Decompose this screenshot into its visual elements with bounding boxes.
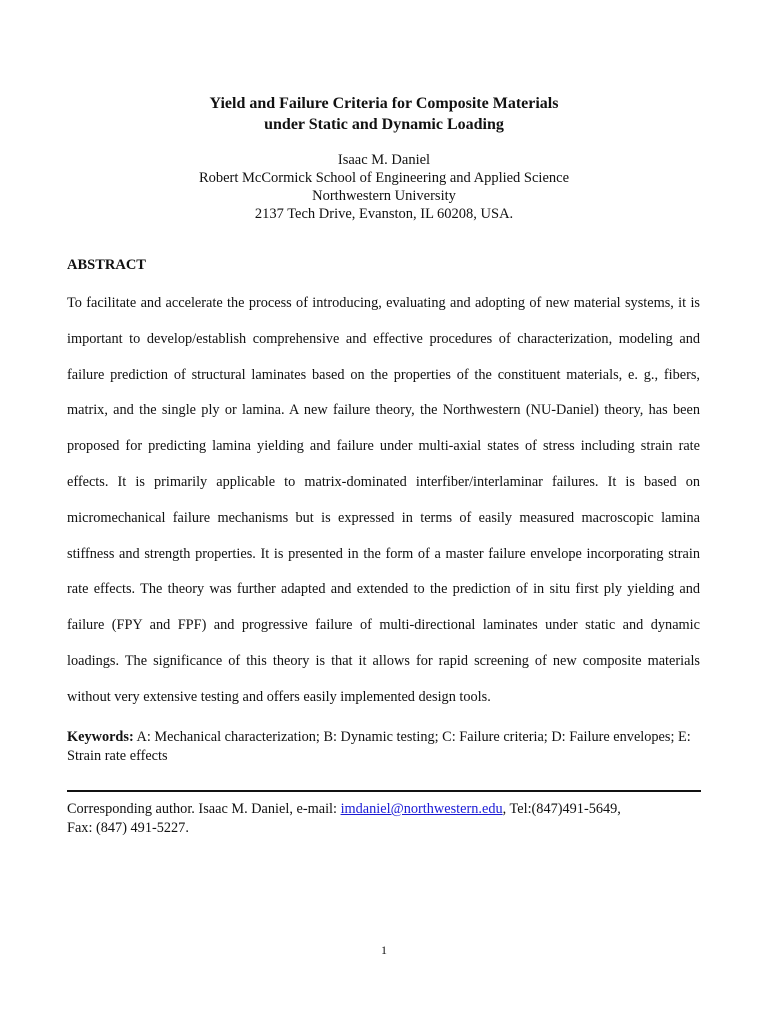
- title-line-1: Yield and Failure Criteria for Composite Materials: [209, 95, 559, 112]
- abstract-text: To facilitate and accelerate the process of introducing, evaluating and adopting of new material systems, it is important to develop/establish comprehensive and effective procedures of characterization, modeling and failure prediction of structural laminates based on the properties of the constituent materials, e. g., fibers, matrix, and the single ply or lamina. A new failure theory, the Northwestern (NU-Daniel) theory, has been proposed for predicting lamina yielding and failure under multi-axial states of stress including strain rate effects. It is primarily applicable to matrix-dominated interfiber/interlaminar failures. It is based on micromechanical failure mechanisms but is expressed in terms of easily measured macroscopic lamina stiffness and strength properties. It is presented in the form of a master failure envelope incorporating strain rate effects. The theory was further adapted and extended to the prediction of in situ first ply yielding and failure (FPY and FPF) and progressive failure of multi-directional laminates under static and dynamic loadings. The significance of this theory is that it allows for rapid screening of new composite materials without very extensive testing and offers easily implemented design tools.: [67, 295, 700, 705]
- email-link[interactable]: imdaniel@northwestern.edu: [340, 801, 503, 817]
- keywords-label: Keywords:: [67, 729, 134, 745]
- author-name: Isaac M. Daniel: [337, 152, 431, 168]
- footnote-prefix: Corresponding author. Isaac M. Daniel, e-mail:: [67, 801, 341, 817]
- footnote-divider: [67, 790, 701, 792]
- keywords: [67, 728, 700, 766]
- university: Northwestern University: [312, 188, 456, 204]
- footnote-fax: Fax: (847) 491-5227.: [67, 820, 189, 836]
- page-number: 1: [381, 943, 387, 957]
- address: 2137 Tech Drive, Evanston, IL 60208, USA.: [254, 206, 514, 222]
- keywords-text: A: Mechanical characterization; B: Dynamic testing; C: Failure criteria; D: Failure envelopes; E: Strain rate effects: [67, 729, 691, 764]
- corresponding-author-footnote: [67, 800, 707, 838]
- footnote-phone: , Tel:(847)491-5649,: [502, 801, 621, 817]
- author-block: [0, 151, 768, 223]
- abstract-heading: ABSTRACT: [67, 257, 146, 273]
- paper-title: [0, 93, 768, 135]
- title-line-2: under Static and Dynamic Loading: [264, 116, 504, 133]
- affiliation: Robert McCormick School of Engineering and Applied Science: [198, 170, 570, 186]
- footnote-line-1: [67, 800, 707, 819]
